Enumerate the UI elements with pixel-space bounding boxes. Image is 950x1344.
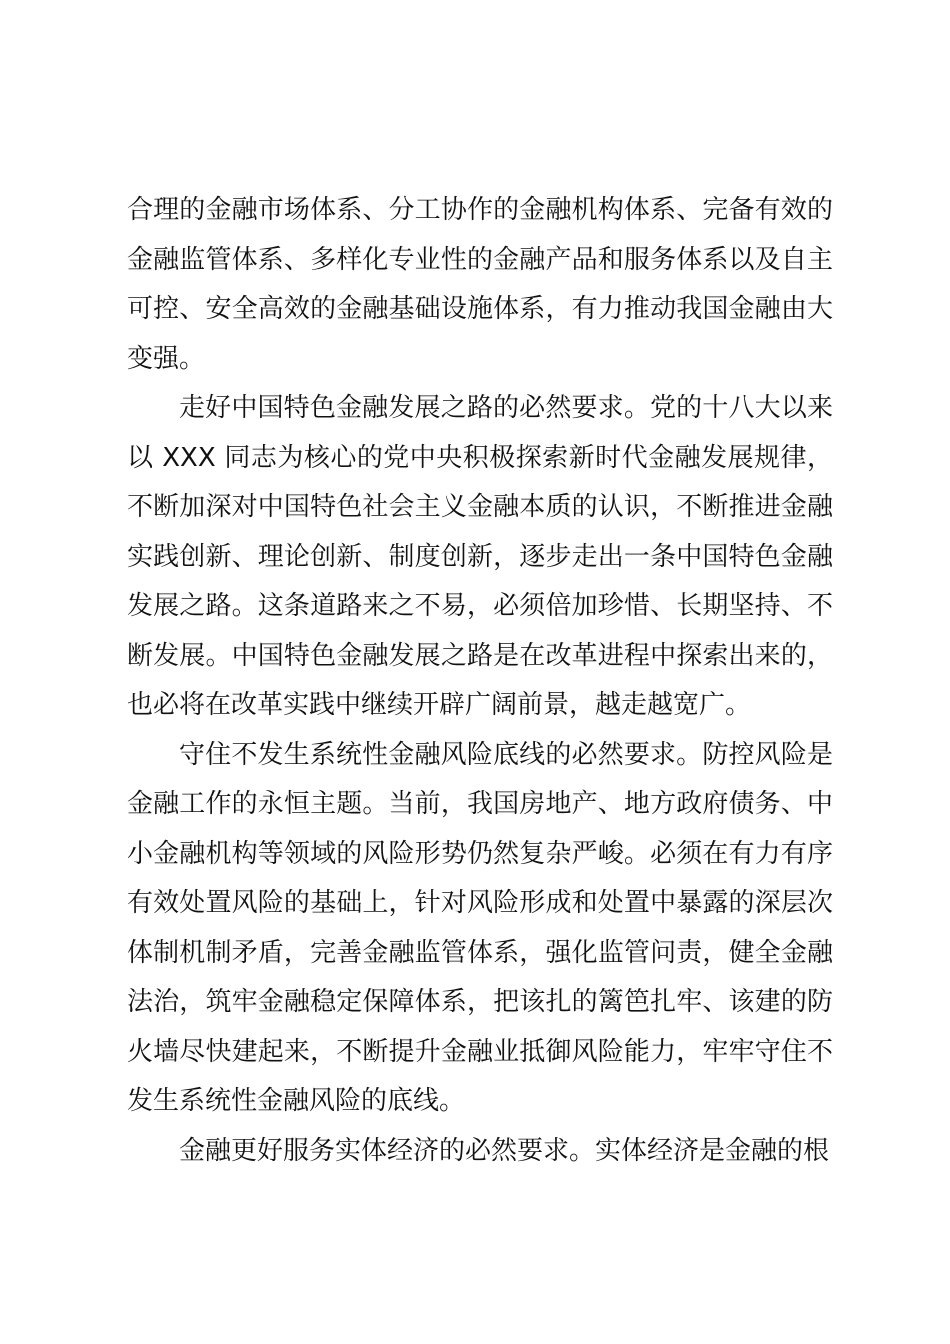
paragraph: 合理的金融市场体系、分工协作的金融机构体系、完备有效的金融监管体系、多样化专业性的金融产品和服务体系以及自主可控、安全高效的金融基础设施体系，有力推动我国金融由大变强。 xyxy=(127,195,833,374)
paragraph: 金融更好服务实体经济的必然要求。实体经济是金融的根 xyxy=(179,1135,830,1166)
paragraph: 守住不发生系统性金融风险底线的必然要求。防控风险是金融工作的永恒主题。当前，我国房地产、地方政府债务、中小金融机构等领域的风险形势仍然复杂严峻。必须在有力有序有效处置风险的基础上，针对风险形成和处置中暴露的深层次体制机制矛盾，完善金融监管体系，强化监管问责，健全金融法治，筑牢金融稳定保障体系，把该扎的篱笆扎牢、该建的防火墙尽快建起来，不断提升金融业抵御风险能力，牢牢守住不发生系统性金融风险的底线。 xyxy=(127,739,833,1116)
paragraph: 走好中国特色金融发展之路的必然要求。党的十八大以来以 XXX 同志为核心的党中央积极探索新时代金融发展规律，不断加深对中国特色社会主义金融本质的认识，不断推进金融实践创新、理论创新、制度创新，逐步走出一条中国特色金融发展之路。这条道路来之不易，必须倍加珍惜、长期坚持、不断发展。中国特色金融发展之路是在改革进程中探索出来的，也必将在改革实践中继续开辟广阔前景，越走越宽广。 xyxy=(127,393,833,720)
document-body xyxy=(127,186,833,1176)
